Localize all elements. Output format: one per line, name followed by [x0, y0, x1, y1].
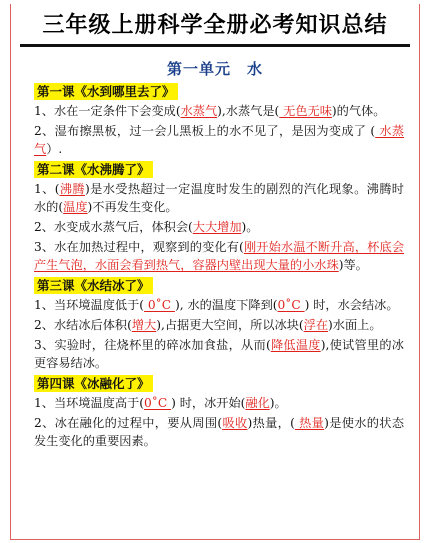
answer: 浮在	[303, 318, 329, 332]
lesson-heading: 第一课《水到哪里去了》	[34, 83, 178, 100]
answer: 无色无味	[279, 104, 332, 118]
answer: 水蒸气	[34, 124, 405, 156]
lesson-heading: 第四课《冰融化了》	[34, 375, 153, 392]
lesson-3	[34, 276, 404, 372]
page-title: 三年级上册科学全册必考知识总结	[42, 13, 388, 38]
answer: 刚开始水温不断升高，杯底会产生气泡，水面会看到热气，容器内壁出现大量的小水珠	[34, 240, 405, 272]
list-item: 1、(沸腾)是水受热超过一定温度时发生的剧烈的汽化现象。沸腾时水的(温度)不再发生变化。	[34, 182, 404, 214]
answer: 沸腾	[59, 182, 85, 196]
list-item: 2、水变成水蒸气后，体积会(大大增加)。	[34, 220, 259, 234]
list-item: 2、水结冰后体积(增大),占据更大空间，所以冰块(浮在)水面上。	[34, 318, 382, 332]
list-item: 3、水在加热过程中，观察到的变化有(刚开始水温不断升高，杯底会产生气泡，水面会看到热气，容器内壁出现大量的小水珠)等。	[34, 240, 405, 272]
answer: 温度	[63, 200, 88, 214]
list-item: 1、水在一定条件下会变成(水蒸气),水蒸气是( 无色无味)的气体。	[34, 104, 386, 118]
list-item: 1、当环境温度高于(0˚C ) 时，冰开始(融化)。	[34, 396, 287, 410]
answer: 0˚C	[277, 298, 305, 312]
lesson-heading: 第三课《水结冰了》	[34, 277, 153, 294]
answer: 大大增加	[192, 220, 242, 234]
answer: 水蒸气	[180, 104, 218, 118]
answer: 吸收	[222, 416, 248, 430]
lesson-4	[34, 374, 404, 450]
list-item: 2、湿布擦黑板，过一会儿黑板上的水不见了，是因为变成了 ( 水蒸气）.	[34, 124, 405, 156]
answer: 增大	[131, 318, 157, 332]
unit-heading: 第一单元 水	[166, 60, 263, 78]
lesson-2	[34, 160, 404, 274]
title-underline	[20, 44, 410, 47]
answer: 降低温度	[270, 338, 321, 352]
answer: 融化	[245, 396, 270, 410]
list-item: 2、冰在融化的过程中，要从周围(吸收)热量，( 热量)是使水的状态发生变化的重要因素。	[34, 416, 405, 448]
answer: 热量	[294, 416, 325, 430]
list-item: 3、实验时，往烧杯里的碎冰加食盐，从而(降低温度),使试管里的冰更容易结冰。	[34, 338, 404, 370]
content	[34, 82, 404, 452]
list-item: 1、当环境温度低于( 0˚C ), 水的温度下降到(0˚C ) 时，水会结冰。	[34, 298, 399, 312]
answer: 0˚C	[144, 396, 172, 410]
answer: 0˚C	[144, 298, 175, 312]
lesson-1	[34, 82, 404, 158]
lesson-heading: 第二课《水沸腾了》	[34, 161, 153, 178]
